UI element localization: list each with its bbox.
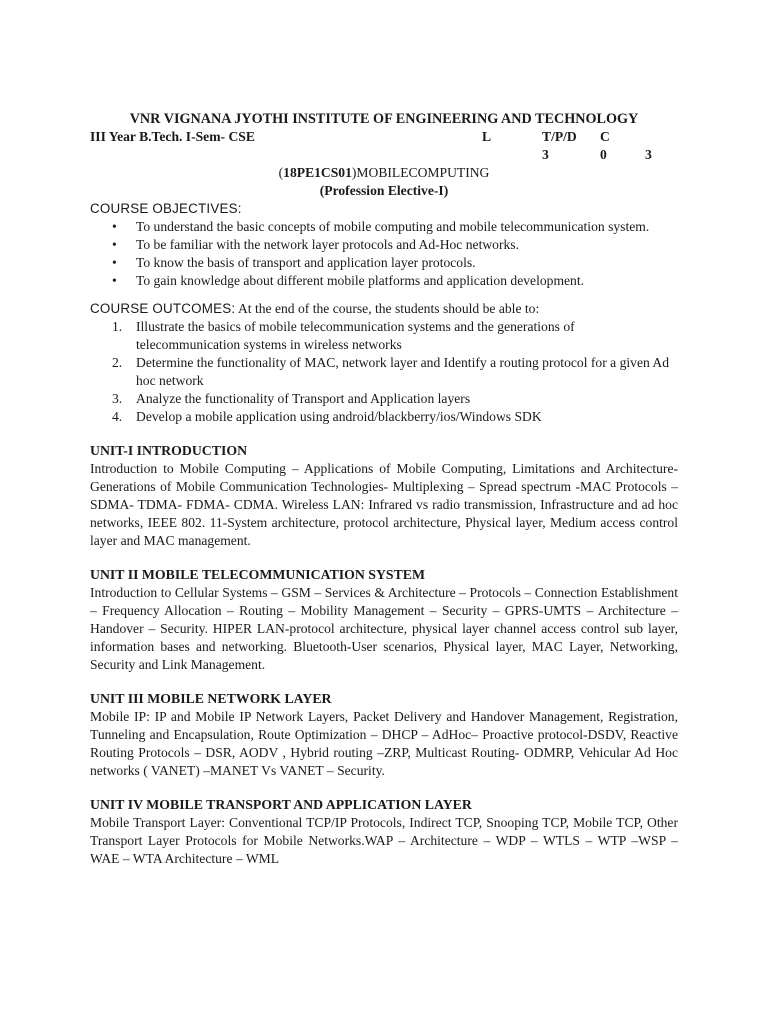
outcome-text: Analyze the functionality of Transport and Application layers bbox=[136, 391, 471, 406]
list-item bbox=[112, 254, 678, 272]
outcomes-intro: At the end of the course, the students should be able to: bbox=[235, 301, 540, 316]
unit-2-body: Introduction to Cellular Systems – GSM – Services & Architecture – Protocols – Connection Establishment – Frequency Allocation – Routing – Mobility Management – Security – GPRS-UMTS – Architecture – Handover – Security. HIPER LAN-protocol architecture, physical layer channel access control sub layer, information bases and networking. Bluetooth-User scenarios, Physical layer, MAC Layer, Networking, Security and Link Management. bbox=[90, 585, 678, 672]
unit-4-body: Mobile Transport Layer: Conventional TCP/IP Protocols, Indirect TCP, Snooping TCP, Mobile TCP, Other Transport Layer Protocols for Mobile Networks.WAP – Architecture – WDP – WTLS – WTP –WSP – WAE – WTA Architecture – WML bbox=[90, 815, 678, 866]
col-c-value: 3 bbox=[645, 147, 652, 162]
course-title-open: ( bbox=[278, 165, 284, 180]
item-number: 3. bbox=[112, 391, 123, 406]
unit-4-title: UNIT IV MOBILE TRANSPORT AND APPLICATION LAYER bbox=[90, 797, 472, 812]
unit-3-title: UNIT III MOBILE NETWORK LAYER bbox=[90, 691, 332, 706]
item-number: 2. bbox=[112, 355, 123, 370]
list-item bbox=[112, 236, 678, 254]
course-title bbox=[90, 164, 678, 182]
col-l-value: 3 bbox=[542, 147, 549, 162]
list-item bbox=[112, 354, 678, 390]
objectives-list bbox=[90, 218, 678, 290]
course-code: 18PE1CS01 bbox=[283, 165, 352, 180]
outcomes-heading-line bbox=[90, 300, 678, 318]
item-number: 4. bbox=[112, 409, 123, 424]
item-number: 1. bbox=[112, 319, 123, 334]
outcome-text: Determine the functionality of MAC, network layer and Identify a routing protocol for a given Ad hoc network bbox=[136, 355, 670, 388]
objective-text: To gain knowledge about different mobile platforms and application development. bbox=[136, 273, 585, 288]
unit-3-body: Mobile IP: IP and Mobile IP Network Layers, Packet Delivery and Handover Management, Registration, Tunneling and Encapsulation, Route Optimization – DHCP – AdHoc– Proactive protocol-DSDV, Reactive Routing Protocols – DSR, AODV , Hybrid routing –ZRP, Multicast Routing- ODMRP, Vehicular Ad Hoc networks ( VANET) –MANET Vs VANET – Security. bbox=[90, 709, 678, 778]
col-tpd-header: T/P/D bbox=[542, 129, 577, 144]
col-tpd-value: 0 bbox=[600, 147, 607, 162]
unit-1-body: Introduction to Mobile Computing – Applications of Mobile Computing, Limitations and Architecture- Generations of Mobile Communication Technologies- Multiplexing – Spread spectrum -MAC Protocols – SDMA- TDMA- FDMA- CDMA. Wireless LAN: Infrared vs radio transmission, Infrastructure and ad hoc networks, IEEE 802. 11-System architecture, protocol architecture, Physical layer, Medium access control layer and MAC management. bbox=[90, 461, 678, 548]
bullet-icon: • bbox=[112, 273, 117, 288]
outcome-text: Develop a mobile application using android/blackberry/ios/Windows SDK bbox=[136, 409, 542, 424]
objective-text: To be familiar with the network layer protocols and Ad-Hoc networks. bbox=[136, 237, 519, 252]
elective-label: (Profession Elective-I) bbox=[319, 183, 449, 198]
list-item bbox=[112, 408, 678, 426]
objectives-heading: COURSE OBJECTIVES: bbox=[90, 201, 242, 216]
list-item bbox=[112, 318, 678, 354]
bullet-icon: • bbox=[112, 237, 117, 252]
col-c-header: C bbox=[600, 129, 610, 144]
list-item bbox=[112, 218, 678, 236]
bullet-icon: • bbox=[112, 255, 117, 270]
outcomes-heading: COURSE OUTCOMES: bbox=[90, 301, 236, 316]
credits-line bbox=[90, 146, 678, 164]
bullet-icon: • bbox=[112, 219, 117, 234]
syllabus-page bbox=[90, 110, 678, 868]
objective-text: To understand the basic concepts of mobile computing and mobile telecommunication system. bbox=[136, 219, 650, 234]
objective-text: To know the basis of transport and application layer protocols. bbox=[136, 255, 476, 270]
course-title-rest: )MOBILECOMPUTING bbox=[351, 165, 490, 180]
outcome-text: Illustrate the basics of mobile telecommunication systems and the generations of telecommunication systems in wireless networks bbox=[136, 319, 575, 352]
year-label: III Year B.Tech. I-Sem- CSE bbox=[90, 129, 255, 144]
unit-1-title: UNIT-I INTRODUCTION bbox=[90, 443, 248, 458]
unit-2-title: UNIT II MOBILE TELECOMMUNICATION SYSTEM bbox=[90, 567, 426, 582]
year-line bbox=[90, 128, 678, 146]
list-item bbox=[112, 272, 678, 290]
outcomes-list bbox=[90, 318, 678, 426]
col-l-header: L bbox=[482, 129, 492, 144]
institute-title: VNR VIGNANA JYOTHI INSTITUTE OF ENGINEERING AND TECHNOLOGY bbox=[129, 111, 639, 127]
list-item bbox=[112, 390, 678, 408]
